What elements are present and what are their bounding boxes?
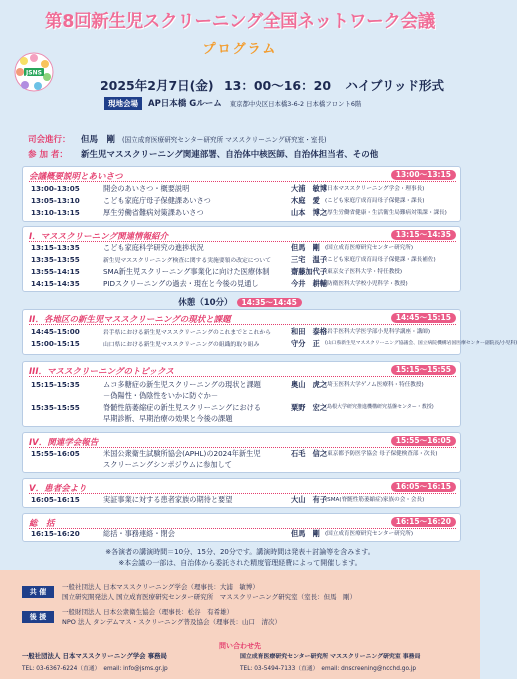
section-5: V．患者会より 16:05～16:15 16:05-16:15 実証事業に対する患者家族の期待と要望 大山 有子 (SMA(脊髄性筋萎縮症)家族の会・会長) [22,478,461,508]
section-title: 会議概要説明とあいさつ [29,172,123,182]
sponsor-label: 共 催 [22,586,54,598]
section-time: 13:00～13:15 [391,170,456,180]
chair-line [28,133,468,145]
event-date: 2025年2月7日(金) [99,78,214,93]
venue-name: AP日本橋 Gルーム [148,99,222,109]
section-title: IV．関連学会報告 [29,438,99,448]
section-time: 16:05～16:15 [391,482,456,492]
section-3: III．マススクリーニングのトピックス 15:15～15:55 15:15-15:35 ムコ多糖症の新生児スクリーニングの現状と課題 奥山 虎之 (埼玉医科大学ゲノム医療科・特任教授) －偽陽性・偽陰性をいかに防ぐか－ 15:35-15:55 脊髄性筋萎縮症の新生児スクリーニングにおける 粟野 宏之 (島根大学研究推進機構研究基盤センター・教授) 早期診断、早期治療の効果と今後の課題 [22,361,461,427]
sponsor-label: 後 援 [22,611,54,623]
section-title: V．患者会より [29,484,87,494]
chair-org: (国立成育医療研究センター研究所 マススクリーニング研究室・室長) [121,136,327,144]
section-time: 14:45～15:15 [391,313,456,323]
contact-left-tel: TEL: 03-6367-6224（直通） email: info@jsms.gr.jp [22,666,168,672]
section-title: III．マススクリーニングのトピックス [29,367,174,377]
section-title: I．マススクリーニング関連情報紹介 [29,232,168,242]
participants-text: 新生児マススクリーニング関連部署、自治体中核医師、自治体担当者、その他 [80,150,379,160]
section-4: IV．関連学会報告 15:55～16:05 15:55-16:05 米国公衆衛生試験所協会(APHL)の2024年新生児 石毛 信之 (東京都予防医学協会 母子保健検査部・次長) スクリーニングシンポジウムに参加して [22,432,461,473]
break-time: 14:35～14:45 [237,298,302,307]
contact-right-tel: TEL: 03-5494-7133（直通） email: dnscreening@ncchd.go.jp [240,666,417,672]
sponsor-support: 後 援 一般財団法人 日本公衆衛生協会（理事長：松谷 有希雄） NPO 法人 タンデムマス・スクリーニング普及協会（理事長：山口 清次） [22,607,462,627]
section-title: 総 括 [29,519,55,529]
venue [104,96,361,110]
jsns-logo [12,50,56,94]
contact-heading: 問い合わせ先 [219,642,261,650]
chair-name: 但馬 剛 [80,135,115,145]
page-title: 第8回新生児スクリーニング全国ネットワーク会議 [45,12,435,32]
page-subtitle: プログラム [202,42,278,57]
chair-label: 司会進行： [28,135,71,145]
section-summary: 総 括 16:15～16:20 16:15-16:20 総括・事務連絡・閉会 但馬 剛 (国立成育医療研究センター研究所) [22,513,461,542]
contact-left-org: 一般社団法人 日本マススクリーニング学会 事務局 [22,652,167,660]
logo-text: JSNS [26,69,42,77]
sponsor-cohost: 共 催 一般社団法人 日本マススクリーニング学会（理事長：大浦 敏博） 国立研究開発法人 国立成育医療研究センター研究所 マススクリーニング研究室（室長：但馬 剛） [22,582,462,602]
section-opening: 会議概要説明とあいさつ 13:00～13:15 13:00-13:05 開会のあいさつ・概要説明 大浦 敏博 (日本マススクリーニング学会・理事長) 13:05-13:10 こども家庭庁母子保健課あいさつ 木庭 愛 (こども家庭庁成育局母子保健課・課長) 13:10-13:15 厚生労働省難病対策課あいさつ 山本 博之 (厚生労働省健康・生活衛生局難病対策課・課長) [22,166,461,222]
participants-label: 参 加 者： [28,150,68,160]
section-title: II．各地区の新生児マススクリーニングの現状と課題 [29,315,231,325]
event-datetime [72,76,472,94]
event-time: 13：00～16：20 [223,78,332,93]
participants-line [28,148,468,160]
event-format: ハイブリッド形式 [345,78,445,93]
venue-tag: 現地会場 [104,97,142,110]
section-2: II．各地区の新生児マススクリーニングの現状と課題 14:45～15:15 14:45-15:00 岩手県における新生児マススクリーニングのこれまでとこれから 和田 泰格 (岩手医科大学医学部小児科学講座・講師) 15:00-15:15 山口県における新生児マススクリーニングの組織的取り組み 守分 正 (山口県新生児マススクリーニング協議会、国立病院機構岩国医療センター副院長/小児科) [22,309,461,355]
section-time: 13:15～14:35 [391,230,456,240]
section-time: 16:15～16:20 [391,517,456,527]
section-1: I．マススクリーニング関連情報紹介 13:15～14:35 13:15-13:35 こども家庭科学研究の進捗状況 但馬 剛 (国立成育医療研究センター研究所) 13:35-13:55 新生児マススクリーニング検査に関する実施要領の改定について 三宅 温子 (こども家庭庁成育局母子保健課・課長補佐) 13:55-14:15 SMA新生児スクリーニング事業化に向けた医療体制 齋藤加代子 (東京女子医科大学・特任教授) 14:15-14:35 PIDスクリーニングの過去・現在と今後の見通し 今井 耕輔 (防衛医科大学校小児科学・教授) [22,226,461,292]
section-time: 15:55～16:05 [391,436,456,446]
note-1: ※各演者の講演時間＝10分、15分、20分です。講演時間は発表＋討論等を含みます。 [105,548,375,556]
break-line [0,296,480,308]
break-label: 休憩（10分） [178,298,233,308]
section-time: 15:15～15:55 [391,365,456,375]
venue-address: 東京都中央区日本橋3-6-2 日本橋フロント6階 [229,99,362,108]
note-2: ※本会議の一部は、自治体から委託された精度管理経費によって開催します。 [118,559,362,567]
header [0,0,480,64]
contact-right-org: 国立成育医療研究センター研究所 マススクリーニング研究室 事務局 [240,654,421,660]
